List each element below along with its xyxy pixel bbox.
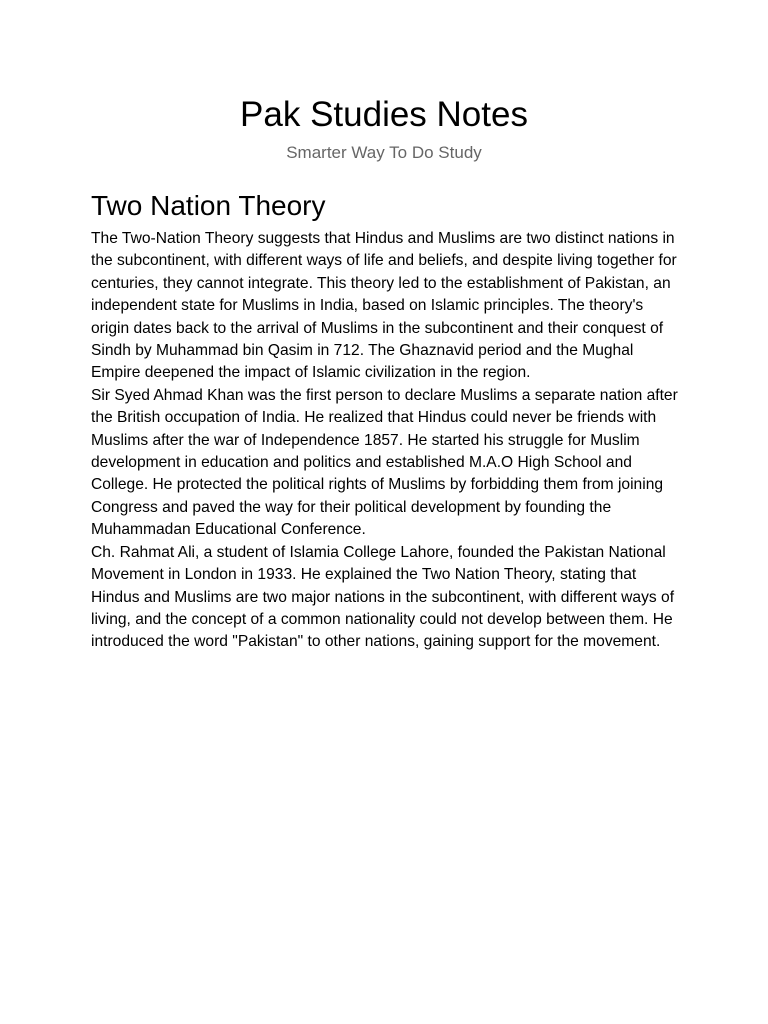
document-subtitle: Smarter Way To Do Study [286, 143, 482, 162]
section-heading: Two Nation Theory [91, 190, 326, 221]
paragraph-sir-syed-ahmad-khan: Sir Syed Ahmad Khan was the first person to declare Muslims a separate nation after the British occupation of India. He realized that Hindus could never be friends with Muslims after the war of Independence 1857. He started his struggle for Muslim development in education and politics and established M.A.O High School and College. He protected the political rights of Muslims by forbidding them from joining Congress and paved the way for their political development by founding the Muhammadan Educational Conference. [91, 386, 678, 539]
paragraph-two-nation-theory: The Two-Nation Theory suggests that Hindus and Muslims are two distinct nations in the subcontinent, with different ways of life and beliefs, and despite living together for centuries, they cannot integrate. This theory led to the establishment of Pakistan, an independent state for Muslims in India, based on Islamic principles. The theory's origin dates back to the arrival of Muslims in the subcontinent and their conquest of Sindh by Muhammad bin Qasim in 712. The Ghaznavid period and the Mughal Empire deepened the impact of Islamic civilization in the region. [91, 230, 677, 382]
document-title: Pak Studies Notes [240, 95, 528, 134]
section-body [91, 228, 683, 654]
paragraph-rahmat-ali: Ch. Rahmat Ali, a student of Islamia College Lahore, founded the Pakistan National Movement in London in 1933. He explained the Two Nation Theory, stating that Hindus and Muslims are two major nations in the subcontinent, with different ways of living, and the concept of a common nationality could not develop between them. He introduced the word "Pakistan" to other nations, gaining support for the movement. [91, 543, 675, 651]
